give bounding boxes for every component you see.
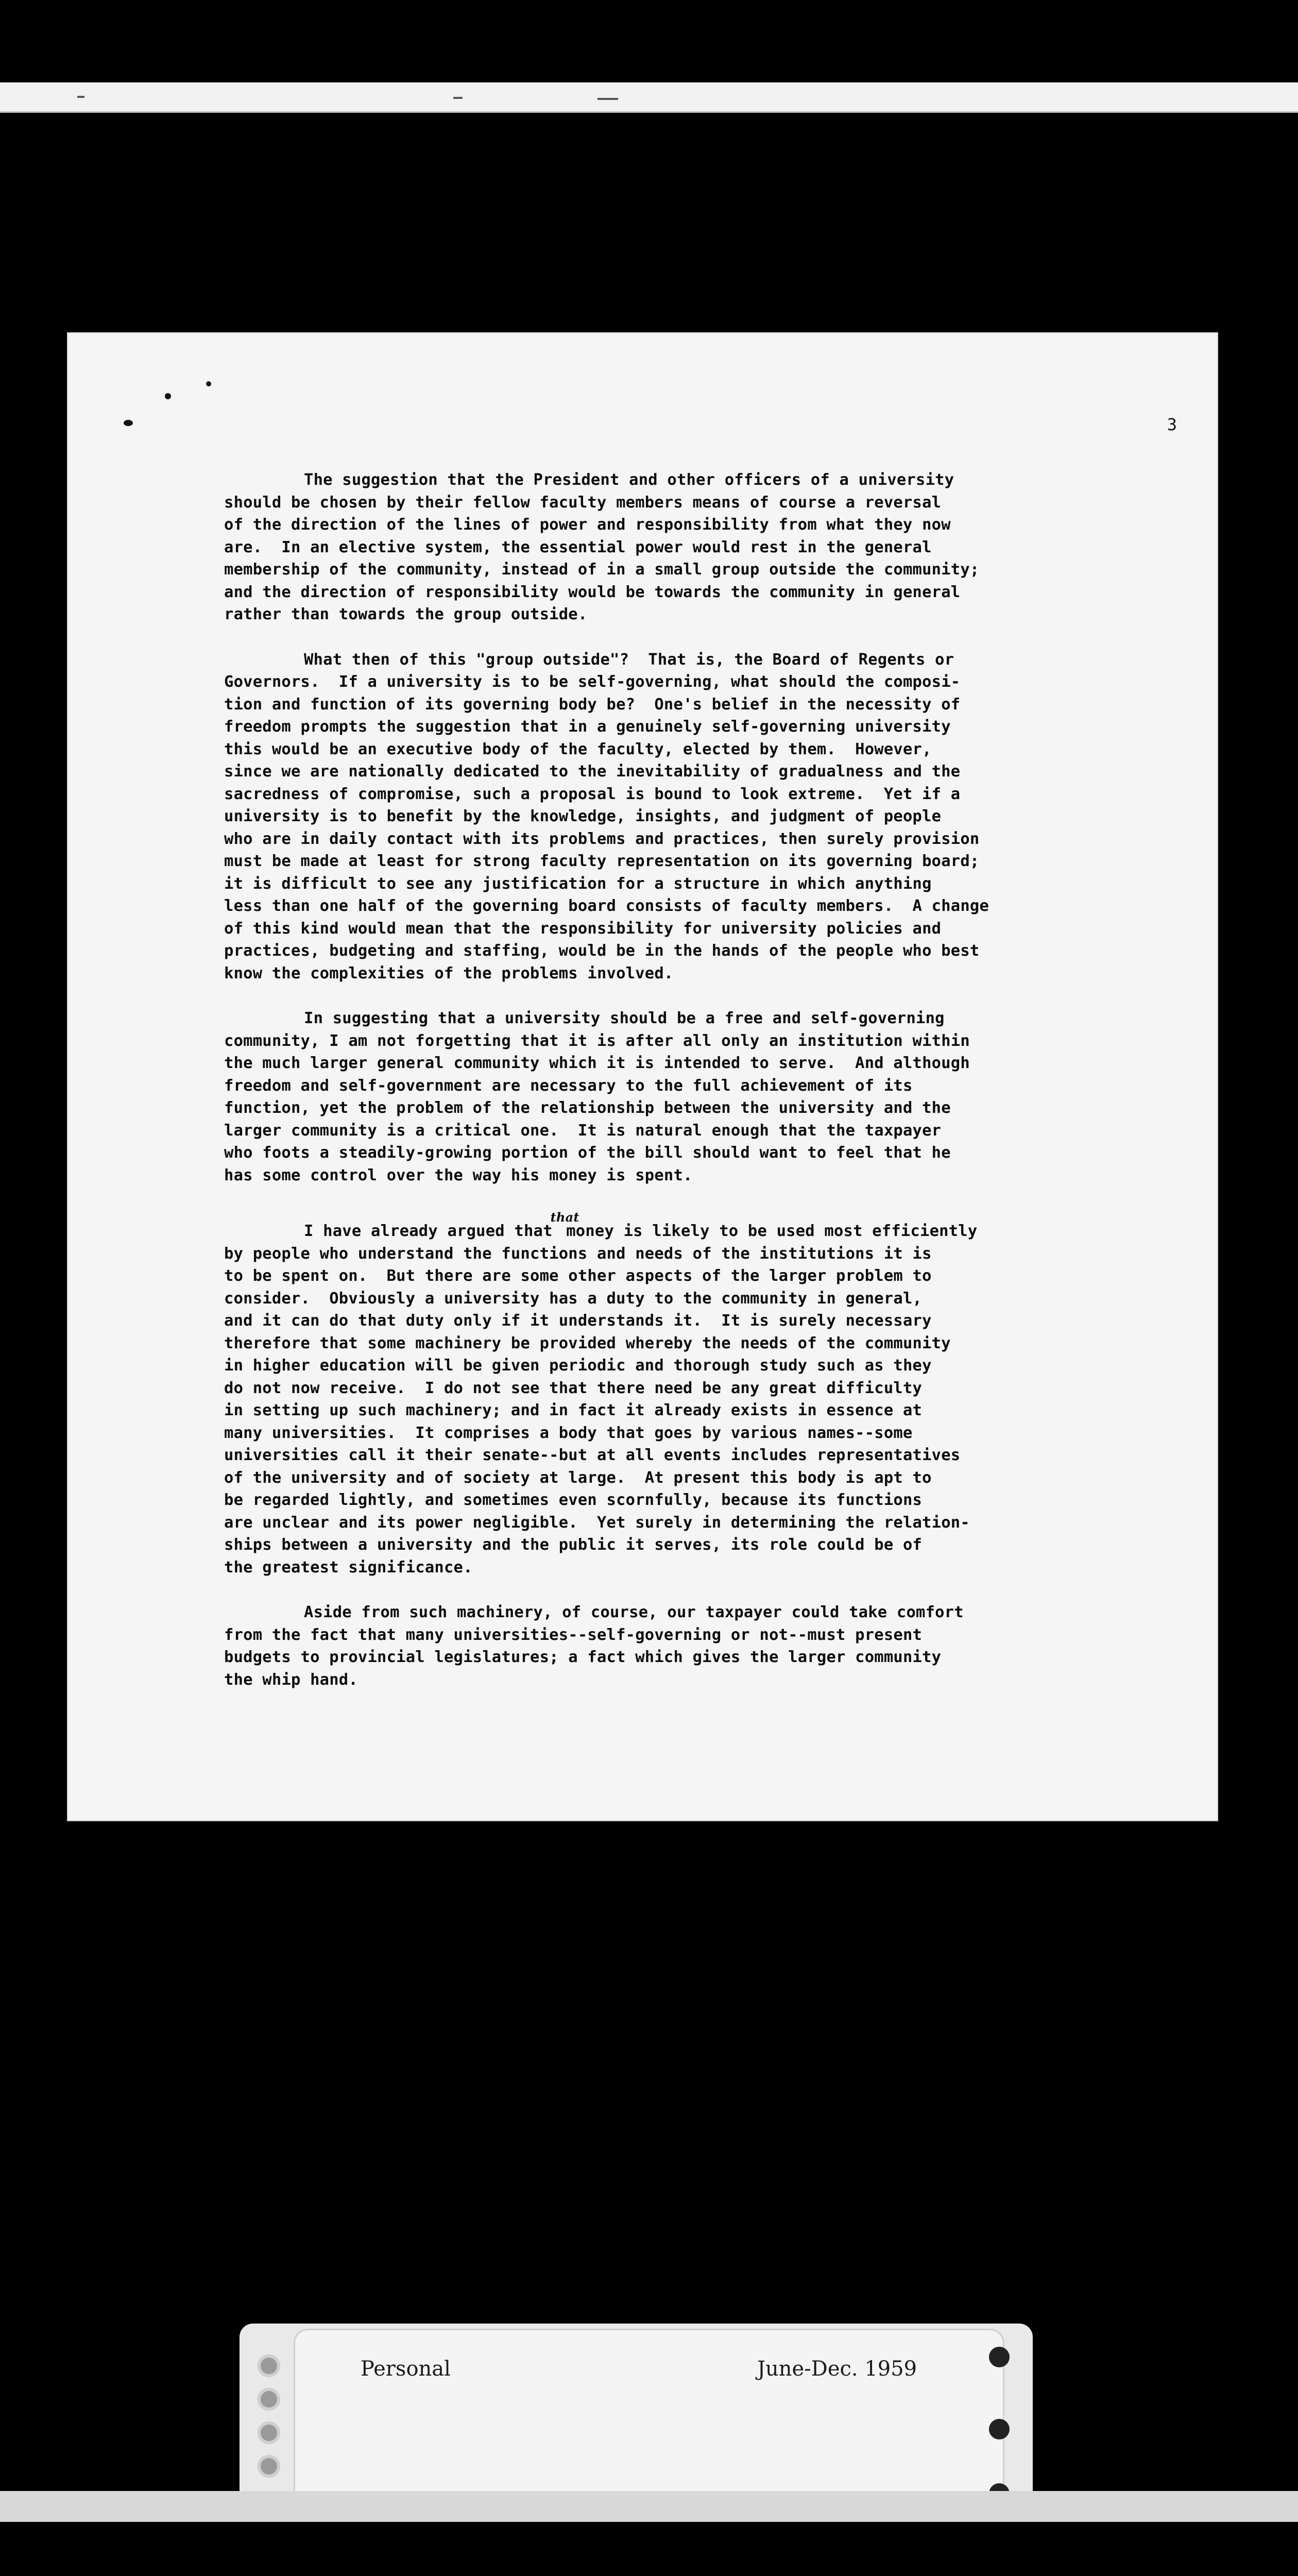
file-label-date-range: June-Dec. 1959 xyxy=(757,2357,917,2381)
text-line: freedom prompts the suggestion that in a genuinely self-governing university xyxy=(224,718,951,736)
file-label-category: Personal xyxy=(361,2357,451,2381)
page-speck xyxy=(206,381,211,386)
page-speck xyxy=(124,420,133,426)
text-line: larger community is a critical one. It is natural enough that the taxpayer xyxy=(224,1121,942,1140)
document-page xyxy=(67,332,1218,1821)
text-line: in higher education will be given periodic and thorough study such as they xyxy=(224,1357,932,1375)
punch-hole xyxy=(258,2354,280,2377)
punch-hole xyxy=(258,2388,280,2411)
text-line: by people who understand the functions and needs of the institutions it is xyxy=(224,1244,932,1263)
text-line: must be made at least for strong faculty representation on its governing board; xyxy=(224,852,980,870)
text-line: less than one half of the governing board consists of faculty members. A change xyxy=(224,897,989,915)
text-line: in setting up such machinery; and in fact it already exists in essence at xyxy=(224,1401,923,1419)
text-line: budgets to provincial legislatures; a fact which gives the larger community xyxy=(224,1648,942,1666)
text-line: Governors. If a university is to be self-governing, what should the composi- xyxy=(224,673,961,691)
punch-hole xyxy=(258,2421,280,2444)
paragraph xyxy=(224,1209,1192,1579)
paragraph xyxy=(224,1601,1192,1691)
text-line: membership of the community, instead of in a small group outside the community; xyxy=(224,561,980,579)
film-frame-bottom-strip xyxy=(0,2491,1298,2522)
film-speck xyxy=(77,96,84,98)
text-line: are unclear and its power negligible. Yet surely in determining the relation- xyxy=(224,1513,970,1532)
text-line: who foots a steadily-growing portion of the bill should want to feel that he xyxy=(224,1144,951,1162)
text-line: therefore that some machinery be provided whereby the needs of the community xyxy=(224,1334,951,1352)
punch-hole xyxy=(258,2455,280,2478)
paragraph xyxy=(224,649,1192,985)
text-line: university is to benefit by the knowledge, insights, and judgment of people xyxy=(224,807,942,825)
text-line: Aside from such machinery, of course, our taxpayer could take comfort xyxy=(304,1603,964,1621)
text-line: should be chosen by their fellow faculty members means of course a reversal xyxy=(224,493,942,512)
text-line: the greatest significance. xyxy=(224,1558,473,1577)
text-line: community, I am not forgetting that it is after all only an institution within xyxy=(224,1031,970,1050)
text-segment: money is likely to be used most efficiently xyxy=(556,1222,978,1240)
text-line: consider. Obviously a university has a duty to the community in general, xyxy=(224,1289,923,1308)
page-number: 3 xyxy=(1167,415,1177,434)
text-line xyxy=(224,1209,1192,1243)
text-line: and it can do that duty only if it understands it. It is surely necessary xyxy=(224,1312,932,1330)
text-line: to be spent on. But there are some other aspects of the larger problem to xyxy=(224,1267,932,1285)
text-line: What then of this "group outside"? That is, the Board of Regents or xyxy=(304,650,954,669)
page-speck xyxy=(165,393,171,399)
text-line: of the direction of the lines of power and responsibility from what they now xyxy=(224,516,951,534)
text-line: universities call it their senate--but at all events includes representatives xyxy=(224,1446,961,1464)
text-line: In suggesting that a university should be a free and self-governing xyxy=(304,1009,945,1027)
text-line: do not now receive. I do not see that there need be any great difficulty xyxy=(224,1379,923,1397)
text-line: tion and function of its governing body be? One's belief in the necessity of xyxy=(224,695,961,714)
text-line: from the fact that many universities--self-governing or not--must present xyxy=(224,1625,923,1644)
text-line: this would be an executive body of the faculty, elected by them. However, xyxy=(224,740,932,758)
letter-body xyxy=(224,469,1192,1714)
paragraph xyxy=(224,1007,1192,1187)
text-line: function, yet the problem of the relationship between the university and the xyxy=(224,1099,951,1117)
text-segment: I have already argued that xyxy=(304,1222,553,1240)
text-line: know the complexities of the problems involved. xyxy=(224,964,674,982)
text-line: it is difficult to see any justification for a structure in which anything xyxy=(224,874,932,893)
text-line: The suggestion that the President and other officers of a university xyxy=(304,471,954,489)
film-speck xyxy=(597,98,618,100)
film-speck xyxy=(453,97,463,99)
text-line: are. In an elective system, the essential power would rest in the general xyxy=(224,538,932,556)
text-line: be regarded lightly, and sometimes even scornfully, because its functions xyxy=(224,1491,923,1509)
text-line: sacredness of compromise, such a proposal is bound to look extreme. Yet if a xyxy=(224,785,961,803)
punch-hole xyxy=(989,2419,1010,2439)
text-line: rather than towards the group outside. xyxy=(224,605,588,623)
handwritten-insertion: that xyxy=(550,1210,579,1225)
paragraph xyxy=(224,469,1192,626)
text-line: of the university and of society at large. At present this body is apt to xyxy=(224,1468,932,1487)
text-line: of this kind would mean that the responsibility for university policies and xyxy=(224,919,942,938)
text-line: ships between a university and the public it serves, its role could be of xyxy=(224,1536,923,1554)
text-line: who are in daily contact with its problems and practices, then surely provision xyxy=(224,829,980,848)
text-line: and the direction of responsibility would be towards the community in general xyxy=(224,583,961,601)
film-frame-top-strip xyxy=(0,82,1298,113)
punch-hole xyxy=(989,2347,1010,2367)
text-line: the much larger general community which it is intended to serve. And although xyxy=(224,1054,970,1072)
text-line: the whip hand. xyxy=(224,1670,358,1689)
text-line: practices, budgeting and staffing, would be in the hands of the people who best xyxy=(224,942,980,960)
text-line: many universities. It comprises a body that goes by various names--some xyxy=(224,1423,913,1442)
text-line: freedom and self-government are necessary to the full achievement of its xyxy=(224,1076,913,1095)
text-line: since we are nationally dedicated to the inevitability of gradualness and the xyxy=(224,762,961,781)
text-line: has some control over the way his money is spent. xyxy=(224,1166,693,1184)
